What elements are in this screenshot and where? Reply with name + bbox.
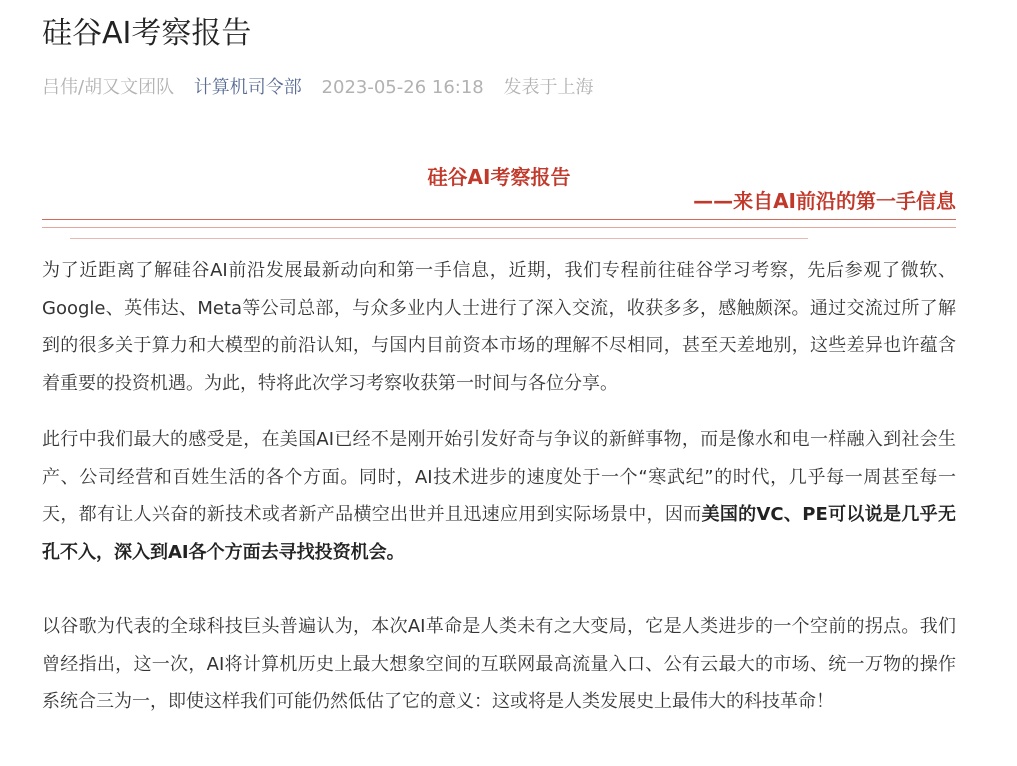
banner-subtitle: ——来自AI前沿的第一手信息 [693,189,956,213]
publish-location: 发表于上海 [503,77,594,98]
author-name: 吕伟/胡又文团队 [42,77,175,98]
paragraph-impression-highlight: 美国的VC、PE可以说是几乎无孔不入，深入到AI各个方面去寻找投资机会。 [42,504,956,563]
banner-divider-top [42,219,956,220]
banner-divider-bottom [70,238,808,239]
article-meta [42,74,607,102]
paragraph-impression-text: 此行中我们最大的感受是，在美国AI已经不是刚开始引发好奇与争议的新鲜事物，而是像水和电一样融入到社会生产、公司经营和百姓生活的各个方面。同时，AI技术进步的速度处于一个“寒武纪”的时代，几乎每一周甚至每一天，都有让人兴奋的新技术或者新产品横空出世并且迅速应用到实际场景中，因而 [42,429,956,525]
account-name-link[interactable]: 计算机司令部 [193,77,302,98]
paragraph-impression [42,421,956,571]
banner-title: 硅谷AI考察报告 [427,165,571,189]
publish-datetime: 2023-05-26 16:18 [321,77,484,98]
paragraph-intro: 为了近距离了解硅谷AI前沿发展最新动向和第一手信息，近期，我们专程前往硅谷学习考察，先后参观了微软、Google、英伟达、Meta等公司总部，与众多业内人士进行了深入交流，收获多多，感触颇深。通过交流过所了解到的很多关于算力和大模型的前沿认知，与国内目前资本市场的理解不尽相同，甚至天差地别，这些差异也许蕴含着重要的投资机遇。为此，特将此次学习考察收获第一时间与各位分享。 [42,260,956,394]
article-title: 硅谷AI考察报告 [42,16,252,51]
paragraph-revolution: 以谷歌为代表的全球科技巨头普遍认为，本次AI革命是人类未有之大变局，它是人类进步的一个空前的拐点。我们曾经指出，这一次，AI将计算机历史上最大想象空间的互联网最高流量入口、公有云最大的市场、统一万物的操作系统合三为一，即使这样我们可能仍然低估了它的意义：这或将是人类发展史上最伟大的科技革命！ [42,616,956,712]
banner-divider-middle [42,227,956,228]
